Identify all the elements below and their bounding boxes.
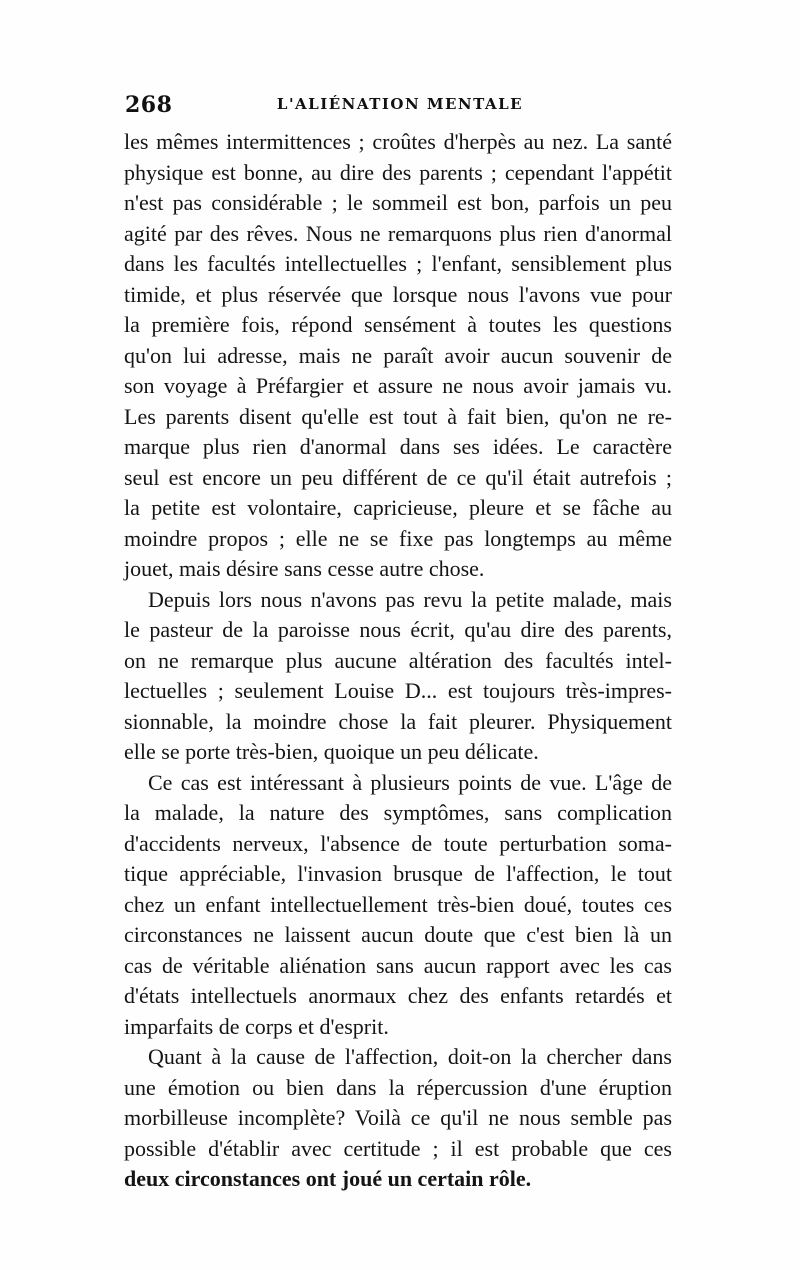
text-line: imparfaits de corps et d'esprit. — [124, 1013, 389, 1039]
text-line: circonstances ne laissent aucun doute que c'est bien là un — [124, 922, 672, 947]
text-line: d'états intellectuels anormaux chez des enfants retardés et — [124, 983, 672, 1008]
text-line: elle se porte très-bien, quoique un peu délicate. — [124, 739, 539, 764]
text-line: la malade, la nature des symptômes, sans complication — [124, 800, 672, 825]
text-line: Ce cas est intéressant à plusieurs points de vue. L'âge de — [148, 769, 672, 795]
text-line: on ne remarque plus aucune altération des facultés intel- — [124, 647, 672, 673]
text-line: physique est bonne, au dire des parents ; cependant l'appétit — [124, 159, 672, 185]
text-line: dans les facultés intellectuelles ; l'enfant, sensiblement plus — [124, 251, 672, 276]
text-line: seul est encore un peu différent de ce qu'il était autrefois ; — [124, 464, 672, 490]
paragraph-4 — [124, 1042, 672, 1195]
text-line: le pasteur de la paroisse nous écrit, qu'au dire des parents, — [124, 617, 672, 642]
text-line: son voyage à Préfargier et assure ne nous avoir jamais vu. — [124, 373, 672, 398]
text-line: Depuis lors nous n'avons pas revu la petite malade, mais — [148, 586, 672, 612]
text-line: sionnable, la moindre chose la fait pleurer. Physiquement — [124, 708, 672, 734]
paragraph-2 — [124, 585, 672, 768]
text-line: timide, et plus réservée que lorsque nous l'avons vue pour — [124, 281, 672, 307]
text-line: qu'on lui adresse, mais ne paraît avoir aucun souvenir de — [124, 342, 672, 368]
text-line: agité par des rêves. Nous ne remarquons plus rien d'anormal — [124, 220, 672, 246]
text-line: jouet, mais désire sans cesse autre chose. — [124, 556, 485, 581]
page-number: 268 — [125, 92, 173, 118]
text-line: deux circonstances ont joué un certain rôle. — [124, 1166, 532, 1191]
paragraph-3 — [124, 768, 672, 1043]
text-line: chez un enfant intellectuellement très-bien doué, toutes ces — [124, 891, 672, 917]
text-line: tique appréciable, l'invasion brusque de l'affection, le tout — [124, 861, 672, 886]
text-line: morbilleuse incomplète? Voilà ce qu'il ne nous semble pas — [124, 1105, 672, 1130]
text-line: cas de véritable aliénation sans aucun rapport avec les cas — [124, 952, 672, 978]
text-line: Les parents disent qu'elle est tout à fait bien, qu'on ne re- — [124, 403, 672, 429]
text-line: une émotion ou bien dans la répercussion d'une éruption — [124, 1074, 672, 1100]
text-line: d'accidents nerveux, l'absence de toute perturbation soma- — [124, 830, 672, 856]
text-line: possible d'établir avec certitude ; il est probable que ces — [124, 1135, 672, 1161]
text-line: lectuelles ; seulement Louise D... est toujours très-impres- — [124, 678, 672, 703]
text-line: n'est pas considérable ; le sommeil est bon, parfois un peu — [124, 190, 672, 215]
text-line: la petite est volontaire, capricieuse, pleure et se fâche au — [124, 495, 672, 520]
text-line: marque plus rien d'anormal dans ses idées. Le caractère — [124, 434, 672, 459]
paragraph-1 — [124, 127, 672, 585]
text-line: les mêmes intermittences ; croûtes d'herpès au nez. La santé — [124, 129, 672, 154]
running-title: L'ALIÉNATION MENTALE — [276, 95, 524, 113]
body-text — [124, 127, 672, 1195]
text-line: la première fois, répond sensément à toutes les questions — [124, 312, 672, 337]
running-head — [125, 92, 675, 122]
text-line: moindre propos ; elle ne se fixe pas longtemps au même — [124, 525, 672, 551]
text-line: Quant à la cause de l'affection, doit-on la chercher dans — [148, 1044, 672, 1069]
